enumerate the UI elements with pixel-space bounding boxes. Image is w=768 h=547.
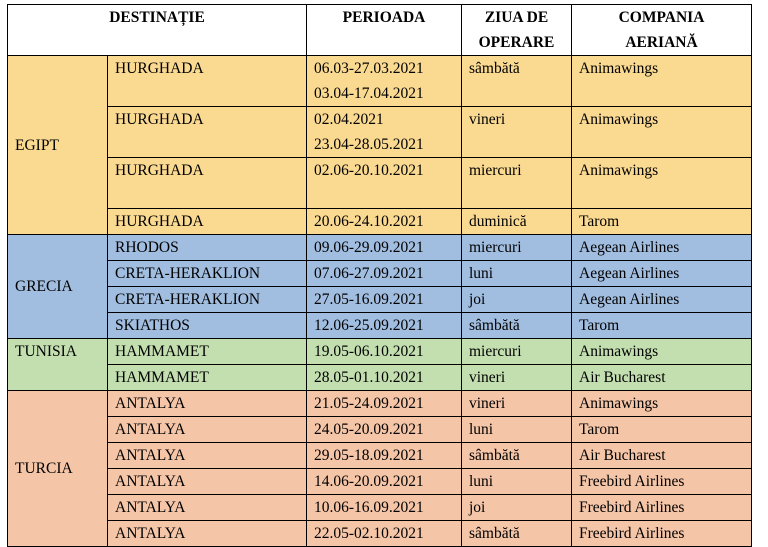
- city-cell: CRETA-HERAKLION: [108, 261, 307, 287]
- period-cell: 29.05-18.09.2021: [307, 443, 462, 469]
- airline-cell: Animawings: [572, 391, 752, 417]
- period-cell: 12.06-25.09.2021: [307, 313, 462, 339]
- airline-cell: Animawings: [572, 339, 752, 365]
- table-row: [8, 261, 752, 287]
- day-cell: sâmbătă: [462, 56, 572, 107]
- header-destinatie: DESTINAȚIE: [8, 5, 307, 56]
- period-cell: 21.05-24.09.2021: [307, 391, 462, 417]
- city-cell: ANTALYA: [108, 417, 307, 443]
- country-cell: TURCIA: [8, 391, 108, 547]
- period-cell: 28.05-01.10.2021: [307, 365, 462, 391]
- header-ziua: ZIUA DE OPERARE: [462, 5, 572, 56]
- airline-cell: Tarom: [572, 209, 752, 235]
- period-cell: 27.05-16.09.2021: [307, 287, 462, 313]
- header-row: [8, 5, 752, 56]
- period-cell: 14.06-20.09.2021: [307, 469, 462, 495]
- airline-cell: Animawings: [572, 56, 752, 107]
- period-cell: 24.05-20.09.2021: [307, 417, 462, 443]
- city-cell: ANTALYA: [108, 443, 307, 469]
- country-cell: TUNISIA: [8, 339, 108, 391]
- airline-cell: Aegean Airlines: [572, 261, 752, 287]
- day-cell: duminică: [462, 209, 572, 235]
- day-cell: sâmbătă: [462, 521, 572, 547]
- table-row: [8, 209, 752, 235]
- city-cell: HURGHADA: [108, 209, 307, 235]
- table-row: [8, 417, 752, 443]
- city-cell: HURGHADA: [108, 158, 307, 209]
- table-row: [8, 56, 752, 107]
- table-row: [8, 365, 752, 391]
- day-cell: luni: [462, 261, 572, 287]
- airline-cell: Air Bucharest: [572, 443, 752, 469]
- airline-cell: Aegean Airlines: [572, 287, 752, 313]
- table-row: [8, 521, 752, 547]
- header-companie: COMPANIA AERIANĂ: [572, 5, 752, 56]
- city-cell: ANTALYA: [108, 521, 307, 547]
- country-cell: EGIPT: [8, 56, 108, 235]
- airline-cell: Animawings: [572, 107, 752, 158]
- period-cell: 19.05-06.10.2021: [307, 339, 462, 365]
- flights-table: [7, 4, 752, 547]
- table-row: [8, 235, 752, 261]
- table-row: [8, 495, 752, 521]
- period-cell: 02.06-20.10.2021: [307, 158, 462, 209]
- period-cell: 22.05-02.10.2021: [307, 521, 462, 547]
- table-row: [8, 443, 752, 469]
- city-cell: CRETA-HERAKLION: [108, 287, 307, 313]
- day-cell: miercuri: [462, 235, 572, 261]
- airline-cell: Tarom: [572, 417, 752, 443]
- airline-cell: Freebird Airlines: [572, 521, 752, 547]
- table-row: [8, 469, 752, 495]
- period-cell: 09.06-29.09.2021: [307, 235, 462, 261]
- period-cell: 20.06-24.10.2021: [307, 209, 462, 235]
- day-cell: miercuri: [462, 158, 572, 209]
- table-row: [8, 287, 752, 313]
- city-cell: HAMMAMET: [108, 365, 307, 391]
- city-cell: HURGHADA: [108, 107, 307, 158]
- table-row: [8, 158, 752, 209]
- day-cell: luni: [462, 417, 572, 443]
- airline-cell: Air Bucharest: [572, 365, 752, 391]
- city-cell: SKIATHOS: [108, 313, 307, 339]
- day-cell: joi: [462, 495, 572, 521]
- day-cell: miercuri: [462, 339, 572, 365]
- day-cell: sâmbătă: [462, 313, 572, 339]
- table-row: [8, 391, 752, 417]
- day-cell: vineri: [462, 107, 572, 158]
- period-cell: 02.04.2021 23.04-28.05.2021: [307, 107, 462, 158]
- period-cell: 10.06-16.09.2021: [307, 495, 462, 521]
- airline-cell: Animawings: [572, 158, 752, 209]
- city-cell: HAMMAMET: [108, 339, 307, 365]
- day-cell: joi: [462, 287, 572, 313]
- table-row: [8, 107, 752, 158]
- country-cell: GRECIA: [8, 235, 108, 339]
- period-cell: 07.06-27.09.2021: [307, 261, 462, 287]
- airline-cell: Freebird Airlines: [572, 495, 752, 521]
- city-cell: HURGHADA: [108, 56, 307, 107]
- city-cell: ANTALYA: [108, 469, 307, 495]
- period-cell: 06.03-27.03.2021 03.04-17.04.2021: [307, 56, 462, 107]
- city-cell: ANTALYA: [108, 495, 307, 521]
- day-cell: luni: [462, 469, 572, 495]
- city-cell: RHODOS: [108, 235, 307, 261]
- day-cell: vineri: [462, 391, 572, 417]
- airline-cell: Aegean Airlines: [572, 235, 752, 261]
- table-row: [8, 339, 752, 365]
- city-cell: ANTALYA: [108, 391, 307, 417]
- airline-cell: Freebird Airlines: [572, 469, 752, 495]
- table-row: [8, 313, 752, 339]
- day-cell: vineri: [462, 365, 572, 391]
- day-cell: sâmbătă: [462, 443, 572, 469]
- header-perioada: PERIOADA: [307, 5, 462, 56]
- airline-cell: Tarom: [572, 313, 752, 339]
